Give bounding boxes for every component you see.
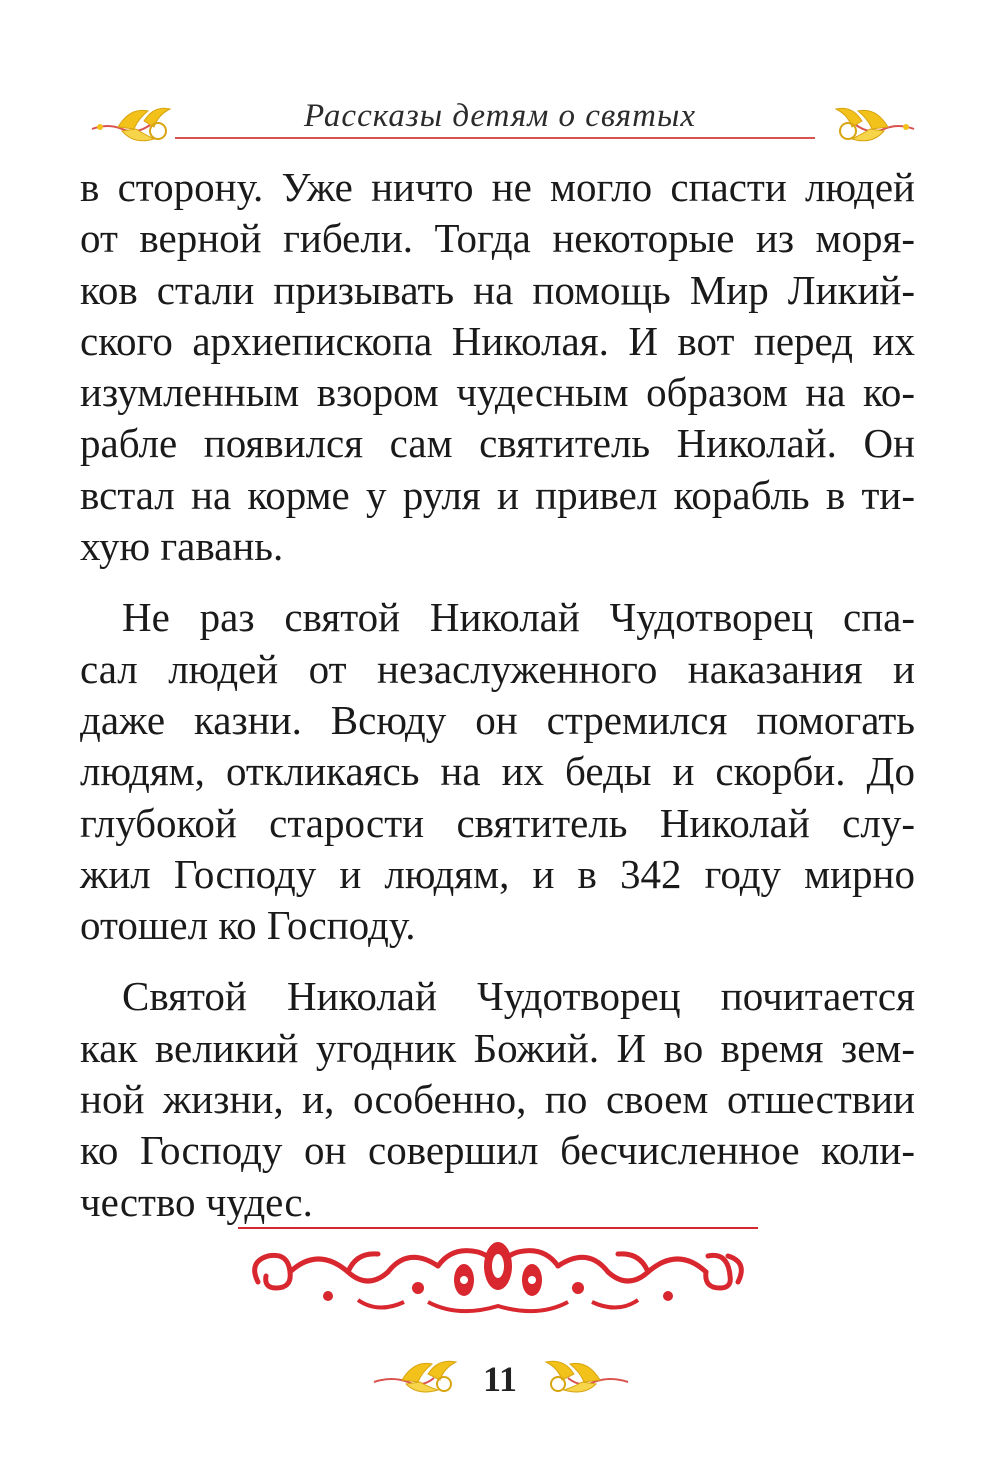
text-line: встал на корме у руля и привел корабль в ти-: [80, 471, 915, 518]
red-ornament-divider-icon: [238, 1222, 758, 1322]
text-line: от верной гибели. Тогда некоторые из моря-: [80, 215, 915, 262]
text-line: людям, откликаясь на их беды и скорби. До: [80, 748, 915, 795]
text-line: Не раз святой Николай Чудотворец спа-: [122, 594, 915, 641]
text-line: изумленным взором чудесным образом на ко-: [80, 369, 915, 416]
text-line: ков стали призывать на помощь Мир Ликий-: [80, 266, 915, 313]
text-line: ского архиепископа Николая. И вот перед их: [80, 317, 915, 364]
text-line: жил Господу и людям, и в 342 году мирно: [80, 850, 915, 897]
gold-flourish-footer-right-icon: [540, 1352, 630, 1398]
page-number: 11: [482, 1359, 517, 1399]
text-line: ко Господу он совершил бесчисленное коли-: [80, 1127, 915, 1174]
text-line: рабле появился сам святитель Николай. Он: [80, 420, 915, 467]
text-line: глубокой старости святитель Николай слу-: [80, 799, 915, 846]
gold-flourish-right-icon: [818, 101, 918, 149]
body-text: [80, 162, 915, 1248]
paragraph-1: [80, 162, 915, 572]
text-line: даже казни. Всюду он стремился помогать: [80, 696, 915, 743]
header-rule: [175, 137, 815, 139]
text-line: сал людей от незаслуженного наказания и: [80, 645, 915, 692]
running-header-title: Рассказы детям о святых: [304, 98, 696, 134]
text-line: ной жизни, и, особенно, по своем отшествии: [80, 1076, 915, 1123]
paragraph-3: [80, 971, 915, 1227]
text-line: отошел ко Господу.: [80, 902, 416, 949]
text-line: чество чудес.: [80, 1178, 313, 1225]
text-line: в сторону. Уже ничто не могло спасти людей: [80, 164, 915, 210]
text-line: хую гавань.: [80, 523, 284, 570]
text-line: как великий угодник Божий. И во время зем-: [80, 1024, 915, 1071]
running-header: [0, 95, 1000, 155]
paragraph-2: [80, 592, 915, 951]
text-line: Святой Николай Чудотворец почитается: [122, 973, 915, 1020]
